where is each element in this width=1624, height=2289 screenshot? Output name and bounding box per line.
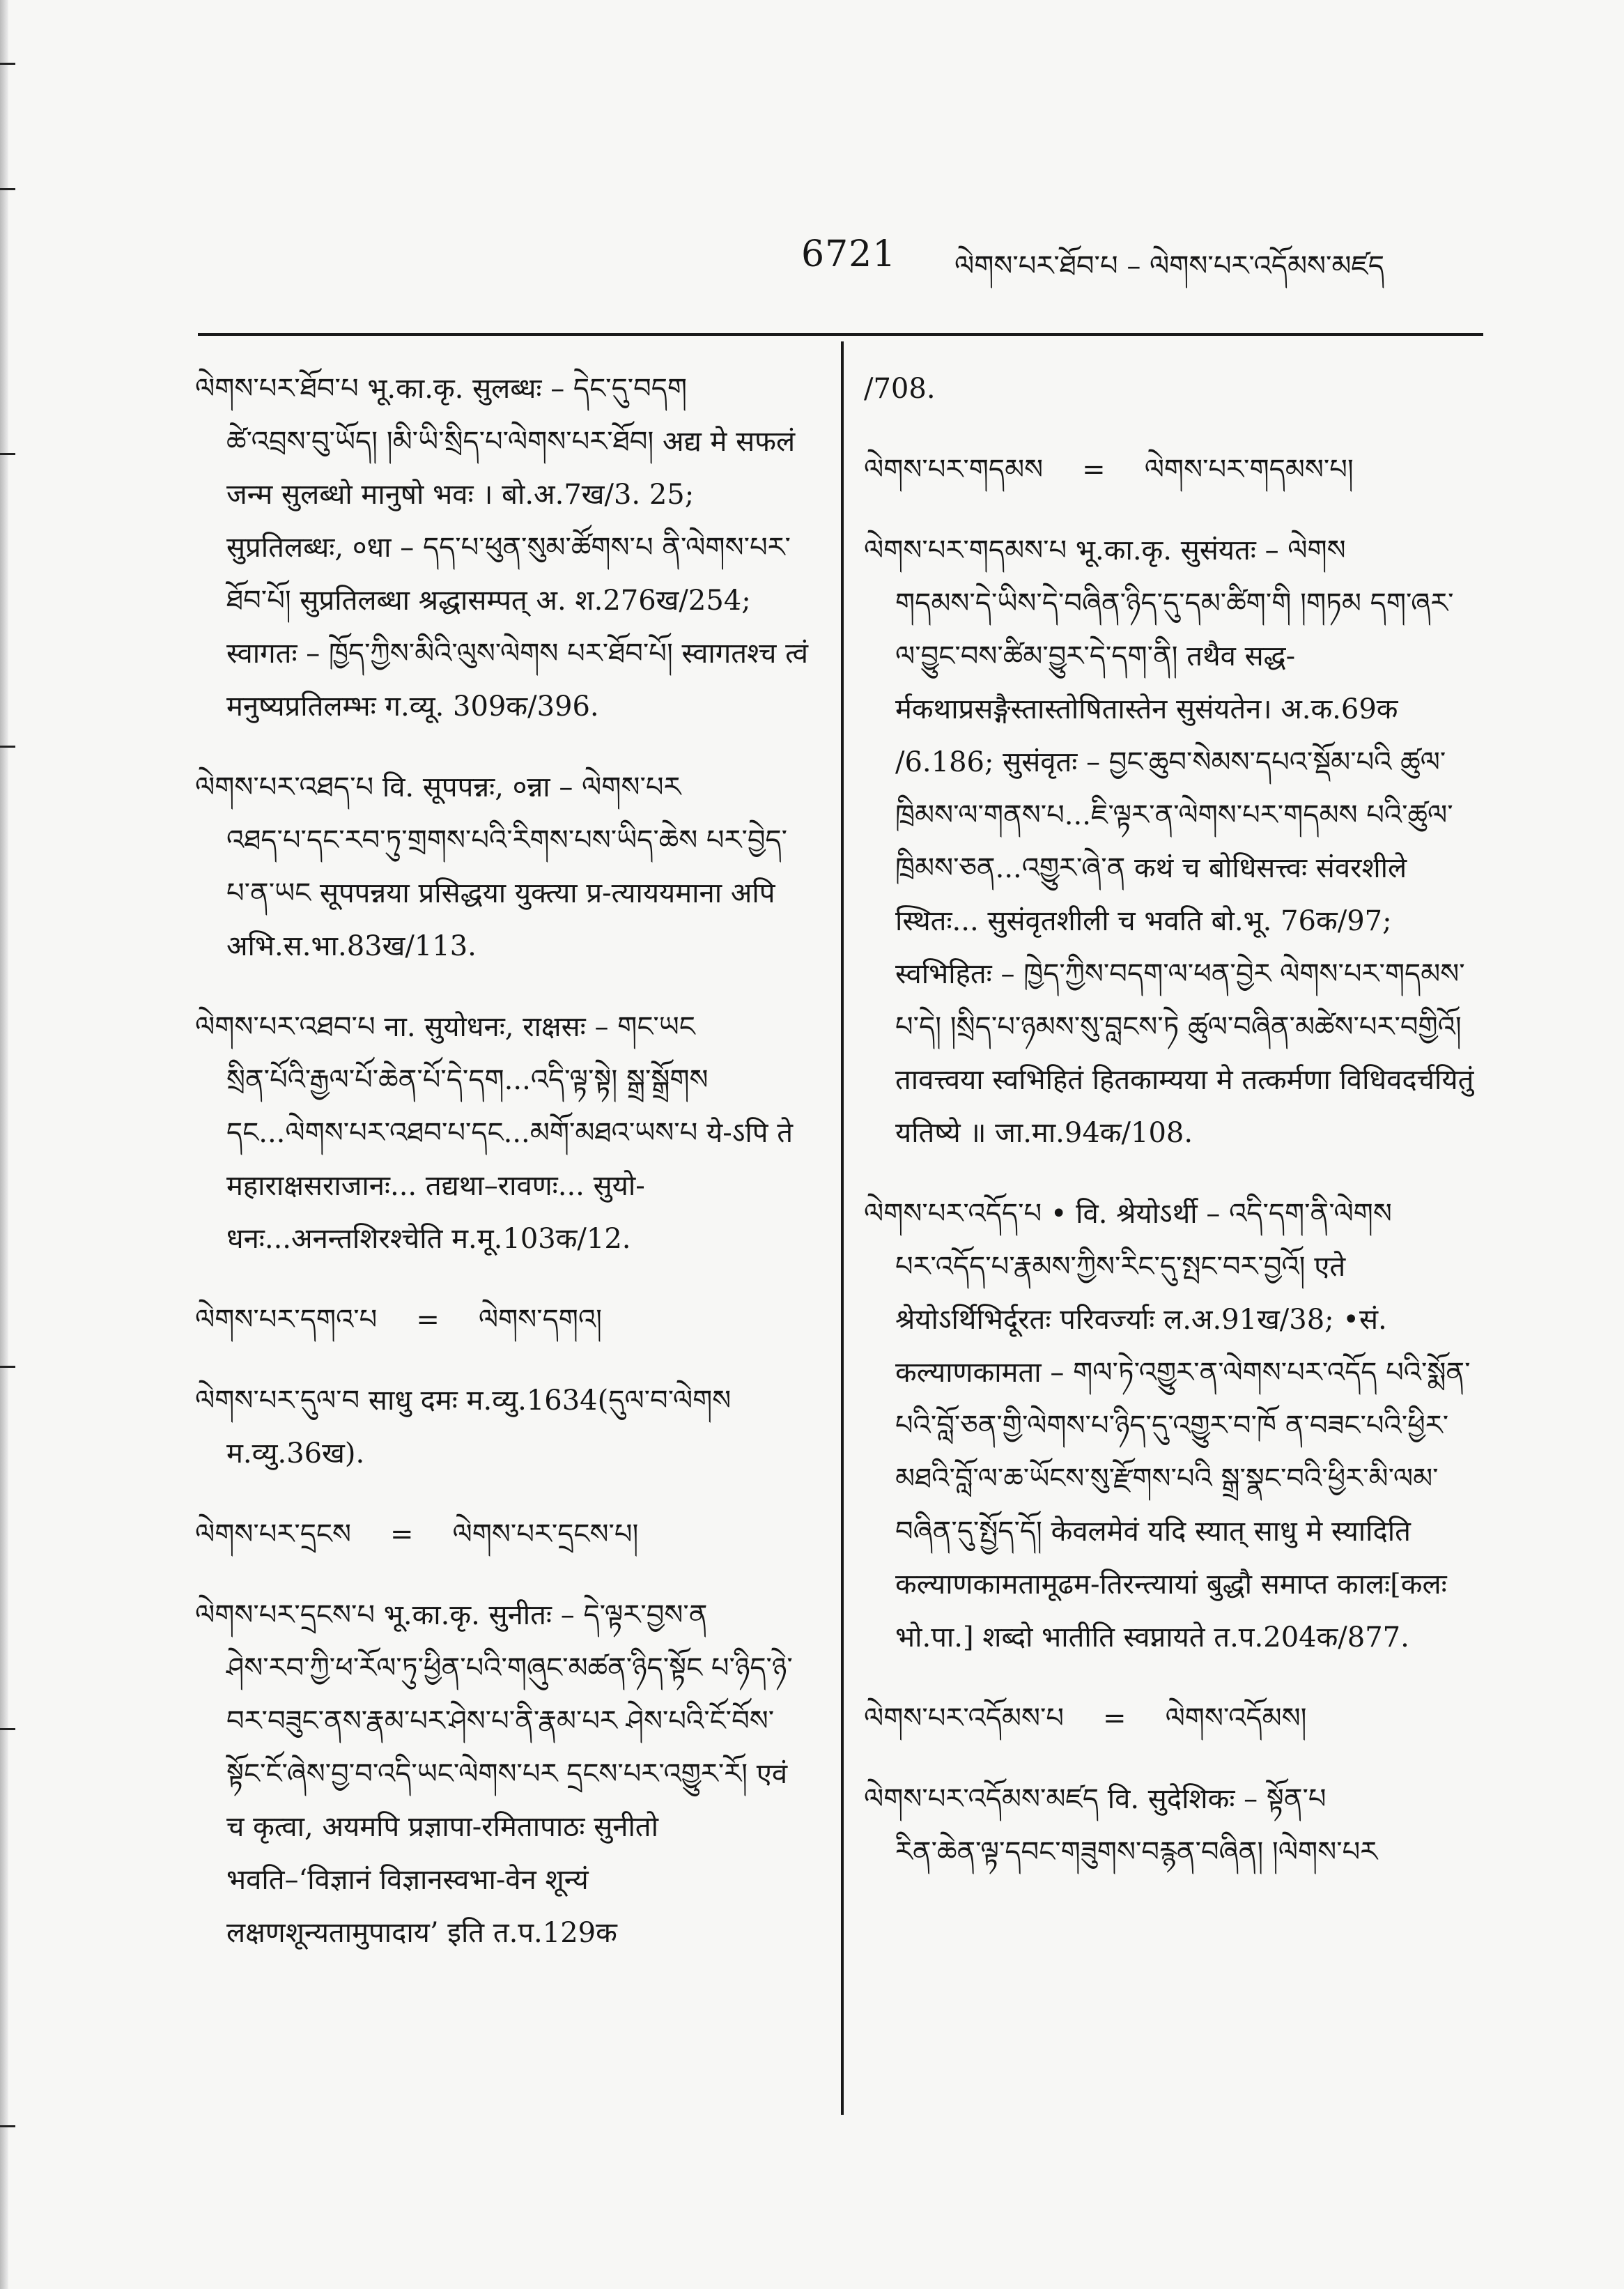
entry-headword: ལེགས་པར་འདོམས་མཛད वि. सुदेशिकः – སྟོན་པ — [864, 1783, 1327, 1815]
left-column — [195, 362, 808, 1987]
entry-headline — [864, 1773, 1477, 1826]
entry-headline — [195, 362, 808, 415]
dictionary-entry — [864, 524, 1477, 1159]
entry-body: ཚེ་འབྲས་བུ་ཡོད། །མི་ཡི་སྲིད་པ་ལེགས་པར་ཐོབ། अद्य मे सफलं जन्म सुलब्धो मानुषो भवः । बो.अ.7ख/3. 25; सुप्रतिलब्धः, ०धा – དད་པ་ཕུན་སུམ་ཚོགས་པ ནི་ལེགས་པར་ཐོབ་པོ། सुप्रतिलब्धा श्रद्धासम्पत् अ. श.276ख/254; स्वागतः – ཁྱོད་ཀྱིས་མིའི་ལུས་ལེགས པར་ཐོབ་པོ། स्वागतश्च त्वं मनुष्यप्रतिलम्भः ग.व्यू. 309क/396. — [226, 426, 808, 723]
page-binding-edge — [0, 0, 8, 2289]
entry-headword: /708. — [864, 373, 936, 405]
dictionary-entry — [864, 1692, 1477, 1745]
entry-headword: ལེགས་པར་དགའ་པ — [195, 1304, 378, 1336]
entry-body: སྲིན་པོའི་རྒྱལ་པོ་ཆེན་པོ་དེ་དག...འདི་ལྟ་སྟེ། སྒྲ་སྒྲོགས དང...ལེགས་པར་འཐབ་པ་དང...མགོ་མཐའ་ཡས་པ ये-ऽपि ते महाराक्षसराजानः... तद्यथा–रावणः... सुयो-धनः...अनन्तशिरश्चेति म.मू.103क/12. — [226, 1064, 793, 1255]
entry-body: ཤེས་རབ་ཀྱི་ཕ་རོལ་ཏུ་ཕྱིན་པའི་གཞུང་མཚན་ཉིད་སྟོང པ་ཉིད་ཉེ་བར་བཟུང་ནས་རྣམ་པར་ཤེས་པ་ནི་རྣམ་པར ཤེས་པའི་ངོ་བོས་སྟོང་ངོ་ཞེས་བྱ་བ་འདི་ཡང་ལེགས་པར དྲངས་པར་འགྱུར་རོ། एवं च कृत्वा, अयमपि प्रज्ञापा-रमितापाठः सुनीतो भवति–‘विज्ञानं विज्ञानस्वभा-वेन शून्यं लक्षणशून्यतामुपादाय’ इति त.प.129क — [226, 1652, 793, 1949]
cross-reference-target: ལེགས་པར་གདམས་པ། — [1144, 454, 1354, 486]
entry-headword: ལེགས་པར་གདམས་པ भू.का.कृ. सुसंयतः – ལེགས — [864, 534, 1346, 567]
entry-body: འཐད་པ་དང་རབ་ཏུ་གྲགས་པའི་རིགས་པས་ཡིད་ཆེས པར་བྱེད་པ་ན་ཡང सूपपन्नया प्रसिद्धया युक्त्या प्र-त्याययमाना अपि अभि.स.भा.83ख/113. — [226, 824, 788, 962]
dictionary-entry — [195, 1589, 808, 1959]
dictionary-entry — [864, 443, 1477, 496]
cross-reference-target: ལེགས་འདོམས། — [1165, 1702, 1307, 1734]
entry-headline — [195, 1374, 808, 1427]
cross-reference-target: ལེགས་པར་དྲངས་པ། — [452, 1518, 639, 1550]
cross-reference-target: ལེགས་དགའ། — [478, 1304, 603, 1336]
right-column — [864, 362, 1477, 1906]
entry-headword: ལེགས་པར་འདོད་པ • वि. श्रेयोऽर्थी – འདི་དག་ནི་ལེགས — [864, 1198, 1392, 1230]
entry-headline — [195, 1589, 808, 1642]
entry-headline — [864, 362, 1477, 415]
entry-body: རིན་ཆེན་ལྟ་དབང་གཟུགས་བརྙན་བཞིན། །ལེགས་པར — [895, 1836, 1378, 1868]
entry-headline — [195, 1293, 808, 1346]
dictionary-entry — [195, 1374, 808, 1480]
entry-headword: ལེགས་པར་དུལ་བ साधु दमः म.व्यु.1634(དུལ་བ་ལེགས — [195, 1385, 732, 1417]
entry-headline — [195, 1508, 808, 1561]
entry-headline — [864, 1692, 1477, 1745]
dictionary-entry — [864, 1773, 1477, 1879]
dictionary-entry — [195, 362, 808, 733]
entry-headline — [864, 443, 1477, 496]
running-head: ལེགས་པར་ཐོབ་པ – ལེགས་པར་འདོམས་མཛད — [954, 250, 1385, 282]
entry-headline — [195, 761, 808, 814]
page-number: 6721 — [801, 233, 897, 275]
entry-headline — [864, 1187, 1477, 1240]
entry-headword: ལེགས་པར་འཐབ་པ ना. सुयोधनः, राक्षसः – གང་ཡང — [195, 1011, 695, 1043]
dictionary-entry — [195, 1293, 808, 1346]
equals-sign: = — [416, 1304, 440, 1336]
entry-body: གདམས་དེ་ཡིས་དེ་བཞིན་ཉིད་དུ་དམ་ཚིག་གི །གཏམ དག་ཞར་ལ་བྱུང་བས་ཚིམ་བྱུར་དེ་དག་ནི། तथैव सद्ध-र्मकथाप्रसङ्गैस्तास्तोषितास्तेन सुसंयतेन। अ.क.69क /6.186; सुसंवृतः – བྱང་ཆུབ་སེམས་དཔའ་སྡོམ་པའི ཚུལ་ཁྲིམས་ལ་གནས་པ...ཇི་ལྟར་ན་ལེགས་པར་གདམས པའི་ཚུལ་ཁྲིམས་ཅན...འགྱུར་ཞེ་ན कथं च बोधिसत्त्वः संवरशीले स्थितः... सुसंवृतशीली च भवति बो.भू. 76क/97; स्वभिहितः – ཁྱེད་ཀྱིས་བདག་ལ་ཕན་བྱེར ལེགས་པར་གདམས་པ་དེ། །སྲིད་པ་ཉམས་སུ་བླངས་ཏེ ཚུལ་བཞིན་མཚེས་པར་བགྱིའོ། तावत्त्वया स्वभिहितं हितकाम्यया मे तत्कर्मणा विधिवदर्चयितुं यतिष्ये ॥ जा.मा.94क/108. — [895, 587, 1474, 1149]
entry-headline — [864, 524, 1477, 577]
entry-headword: ལེགས་པར་འཐད་པ वि. सूपपन्नः, ०न्ना – ལེགས་པར — [195, 771, 681, 803]
entry-headline — [195, 1001, 808, 1054]
entry-headword: ལེགས་པར་གདམས — [864, 454, 1044, 486]
equals-sign: = — [1103, 1702, 1127, 1734]
column-divider — [841, 341, 844, 2115]
equals-sign: = — [390, 1518, 414, 1550]
entry-headword: ལེགས་པར་དྲངས — [195, 1518, 351, 1550]
entry-headword: ལེགས་པར་ཐོབ་པ भू.का.कृ. सुलब्धः – དེང་དུ་བདག — [195, 373, 688, 405]
entry-body: म.व्यु.36ख). — [226, 1438, 365, 1470]
entry-headword: ལེགས་པར་འདོམས་པ — [864, 1702, 1065, 1734]
entry-headword: ལེགས་པར་དྲངས་པ भू.का.कृ. सुनीतः – དེ་ལྟར་བྱས་ན — [195, 1599, 708, 1631]
entry-body: པར་འདོད་པ་རྣམས་ཀྱིས་རིང་དུ་སྤང་བར་བྱའོ། एते श्रेयोऽर्थिभिर्दूरतः परिवर्ज्याः ल.अ.91ख/38; •सं. कल्याणकामता – གལ་ཏེ་འགྱུར་ན་ལེགས་པར་འདོད པའི་སྨོན་པའི་བློ་ཅན་གྱི་ལེགས་པ་ཉིད་དུ་འགྱུར་བ་ཁོ ན་བཟང་པའི་ཕྱིར་མཐའི་བློ་ལ་ཆ་ཡོངས་སུ་རྫོགས་པའི སྒྲ་སྣང་བའི་ཕྱིར་མི་ལམ་བཞིན་དུ་སྤྱོད་དོ། केवलमेवं यदि स्यात् साधु मे स्यादिति कल्याणकामतामूढम-तिरन्त्यायां बुद्धौ समाप्त कालः[कलः भो.पा.] शब्दो भातीति स्वप्नायते त.प.204क/877. — [895, 1251, 1471, 1654]
dictionary-entry — [864, 362, 1477, 415]
dictionary-entry — [195, 1001, 808, 1265]
header-rule — [198, 333, 1483, 336]
dictionary-entry — [864, 1187, 1477, 1664]
dictionary-entry — [195, 761, 808, 973]
equals-sign: = — [1082, 454, 1106, 486]
dictionary-entry — [195, 1508, 808, 1561]
